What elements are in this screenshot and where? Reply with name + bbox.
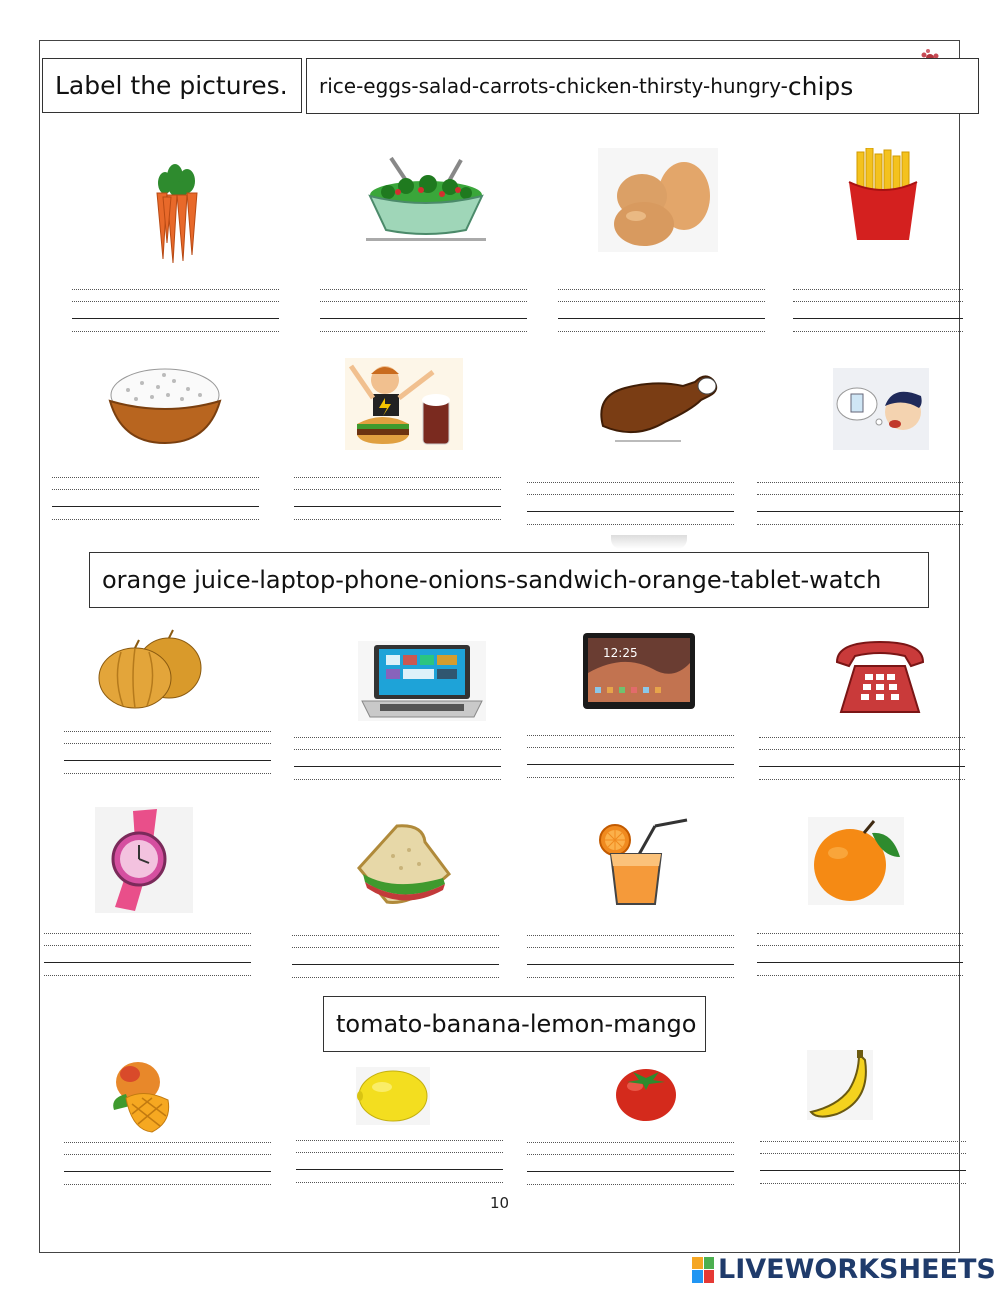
answer-lines-eggs[interactable] [558, 289, 765, 333]
answer-lines-carrots[interactable] [72, 289, 279, 333]
eggs-picture [598, 148, 718, 252]
answer-lines-orange-juice[interactable] [527, 935, 734, 979]
lemon-picture [356, 1067, 430, 1125]
word-bank-3-text: tomato-banana-lemon-mango [336, 1010, 697, 1038]
answer-lines-onions[interactable] [64, 731, 271, 775]
chicken-leg-picture [595, 366, 723, 442]
instruction-box [42, 58, 302, 113]
decorative-fragment [611, 535, 687, 549]
logo-text-prefix: LIVE [718, 1254, 785, 1285]
answer-lines-sandwich[interactable] [292, 935, 499, 979]
carrots-picture [135, 163, 221, 265]
liveworksheets-logo[interactable] [692, 1254, 996, 1285]
orange-picture [808, 817, 904, 905]
answer-lines-hungry[interactable] [294, 477, 501, 521]
word-bank-1 [306, 58, 979, 114]
answer-lines-phone[interactable] [759, 737, 965, 781]
instruction-text: Label the pictures. [55, 71, 288, 100]
answer-lines-chips[interactable] [793, 289, 963, 333]
laptop-picture [358, 641, 486, 721]
answer-lines-lemon[interactable] [296, 1140, 503, 1184]
answer-lines-salad[interactable] [320, 289, 527, 333]
banana-picture [807, 1050, 873, 1120]
answer-lines-thirsty[interactable] [757, 482, 963, 526]
onions-picture [95, 628, 207, 710]
chips-picture [843, 148, 923, 242]
answer-lines-laptop[interactable] [294, 737, 501, 781]
answer-lines-rice[interactable] [52, 477, 259, 521]
rice-picture [108, 365, 222, 445]
word-bank-2-text: orange juice-laptop-phone-onions-sandwich-orange-tablet-watch [102, 566, 882, 594]
word-bank-1-last-word: chips [787, 71, 854, 101]
answer-lines-tomato[interactable] [527, 1142, 734, 1186]
thirsty-boy-picture [833, 368, 929, 450]
watch-picture [95, 807, 193, 913]
logo-text-suffix: WORKSHEETS [784, 1254, 996, 1285]
answer-lines-orange[interactable] [757, 933, 963, 977]
answer-lines-mango[interactable] [64, 1142, 271, 1186]
tablet-clock-text: 12:25 [603, 646, 638, 660]
tablet-picture [583, 633, 695, 709]
word-bank-3 [323, 996, 706, 1052]
mango-picture [108, 1058, 176, 1134]
answer-lines-watch[interactable] [44, 933, 251, 977]
answer-lines-tablet[interactable] [527, 735, 734, 779]
answer-lines-chicken[interactable] [527, 482, 734, 526]
word-bank-2 [89, 552, 929, 608]
salad-picture [366, 150, 486, 243]
word-bank-1-text: rice-eggs-salad-carrots-chicken-thirsty-hungry- [319, 74, 788, 98]
phone-picture [831, 636, 929, 718]
tomato-picture [613, 1062, 679, 1122]
answer-lines-banana[interactable] [760, 1141, 966, 1185]
sandwich-picture [353, 822, 453, 908]
orange-juice-picture [597, 818, 691, 906]
page-number: 10 [490, 1194, 510, 1212]
liveworksheets-logo-icon [692, 1257, 714, 1283]
hungry-boy-picture [345, 358, 463, 450]
